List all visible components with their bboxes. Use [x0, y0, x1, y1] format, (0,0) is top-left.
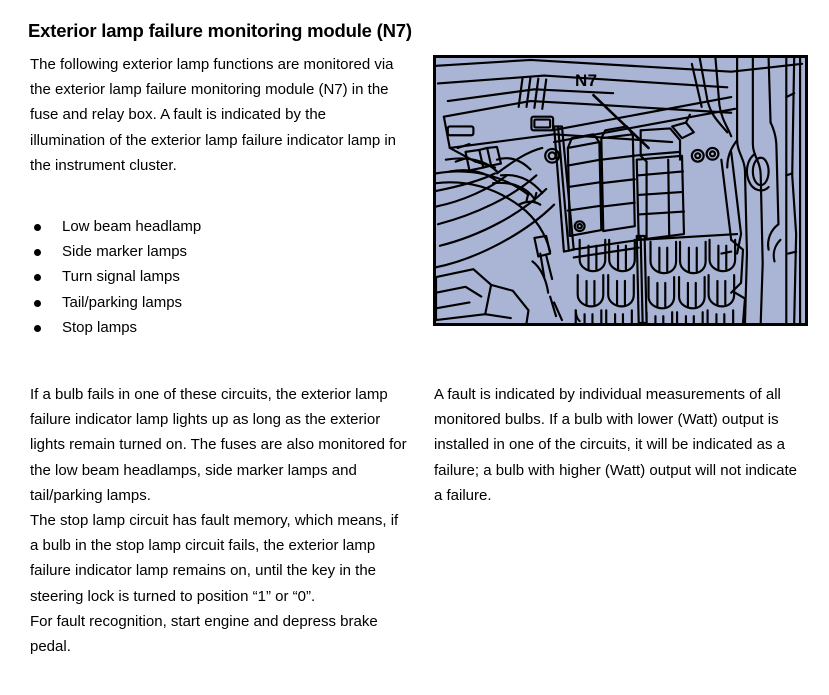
paragraph-bulb-failure: If a bulb fails in one of these circuits, the exterior lamp failure indicator lamp lights up as long as the exterior lights remain turned on. The fuses are also monitored for the low beam headlamps, side marker lamps and tail/parking lamps.	[30, 386, 407, 504]
intro-paragraph: The following exterior lamp functions are monitored via the exterior lamp failure monitoring module (N7) in the fuse and relay box. A fault is indicated by the illumination of the exterior lamp failure indicator lamp in the instrument cluster.	[30, 56, 397, 174]
list-item-label: Turn signal lamps	[62, 268, 180, 286]
fuse-box-line-drawing	[436, 58, 805, 323]
list-item-label: Low beam headlamp	[62, 218, 202, 235]
list-item-label: Tail/parking lamps	[62, 293, 183, 311]
monitored-lamp-list	[30, 214, 360, 340]
bullet-icon	[34, 249, 41, 256]
page-title: Exterior lamp failure monitoring module (N7)	[28, 20, 412, 42]
list-item	[30, 315, 360, 340]
lower-left-column	[30, 382, 410, 659]
list-item	[30, 264, 360, 289]
list-item-label: Stop lamps	[62, 318, 138, 336]
list-item	[30, 214, 360, 239]
bullet-icon	[34, 224, 41, 231]
paragraph-fault-recognition: For fault recognition, start engine and depress brake pedal.	[30, 612, 378, 656]
paragraph-individual-measurements: A fault is indicated by individual measurements of all monitored bulbs. If a bulb with lower (Watt) output is installed in one of the circuits, it will be indicated as a failure; a bulb with higher (Watt) output will not indicate a failure.	[434, 386, 797, 504]
fuse-relay-box-illustration	[433, 55, 808, 326]
bullet-icon	[34, 325, 41, 332]
list-item-label: Side marker lamps	[62, 243, 188, 261]
bullet-icon	[34, 300, 41, 307]
list-item	[30, 239, 360, 264]
paragraph-stop-lamp-memory: The stop lamp circuit has fault memory, which means, if a bulb in the stop lamp circuit fails, the exterior lamp failure indicator lamp remains on, until the key in the steering lock is turned to position “1” or “0”.	[30, 512, 399, 605]
lower-right-column	[434, 382, 804, 508]
list-item	[30, 290, 360, 315]
bullet-icon	[34, 274, 41, 281]
n7-callout-label: N7	[575, 71, 598, 90]
